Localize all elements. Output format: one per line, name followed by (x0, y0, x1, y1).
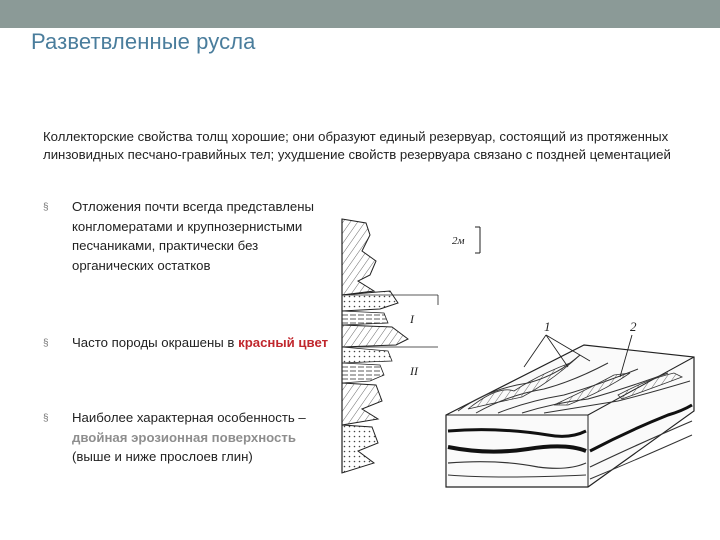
unit-label-1: I (410, 312, 414, 326)
stratigraphic-column (342, 219, 438, 473)
bullet-item-3 (43, 408, 333, 467)
slide-title: Разветвленные русла (31, 29, 256, 54)
bullet-marker: § (43, 338, 49, 349)
bullet-3-text-start: Наиболее характерная особенность – (72, 410, 306, 425)
scale-label: 2м (452, 235, 465, 247)
bullet-item-1 (43, 197, 333, 275)
bullet-2-highlight: красный цвет (238, 335, 329, 350)
bullet-3-text-end: (выше и ниже прослоев глин) (72, 449, 253, 464)
callout-label-1: 1 (544, 319, 551, 334)
scale-bar (452, 227, 480, 253)
bullet-1-text: Отложения почти всегда представлены конгломератами и крупнозернистыми песчаниками, практически без органических остатков (72, 199, 314, 273)
bullet-2-text-start: Часто породы окрашены в (72, 335, 239, 350)
top-bar (0, 0, 720, 28)
bullet-3-highlight: двойная эрозионная поверхность (72, 429, 296, 445)
bullet-3-text (72, 408, 333, 467)
unit-label-2: II (410, 364, 418, 378)
intro-paragraph (43, 128, 683, 164)
bullet-marker: § (43, 413, 49, 424)
intro-text: Коллекторские свойства толщ хорошие; они образуют единый резервуар, состоящий из протяженных линзовидных песчано-гравийных тел; ухудшение свойств резервуара связано с поздней цементацией (43, 129, 671, 162)
bullet-2-text (72, 333, 333, 353)
braided-channel-illustration (318, 205, 710, 490)
bullet-marker: § (43, 202, 49, 213)
callout-label-2: 2 (630, 319, 637, 334)
block-diagram (446, 345, 694, 487)
bullet-item-2 (43, 333, 333, 353)
